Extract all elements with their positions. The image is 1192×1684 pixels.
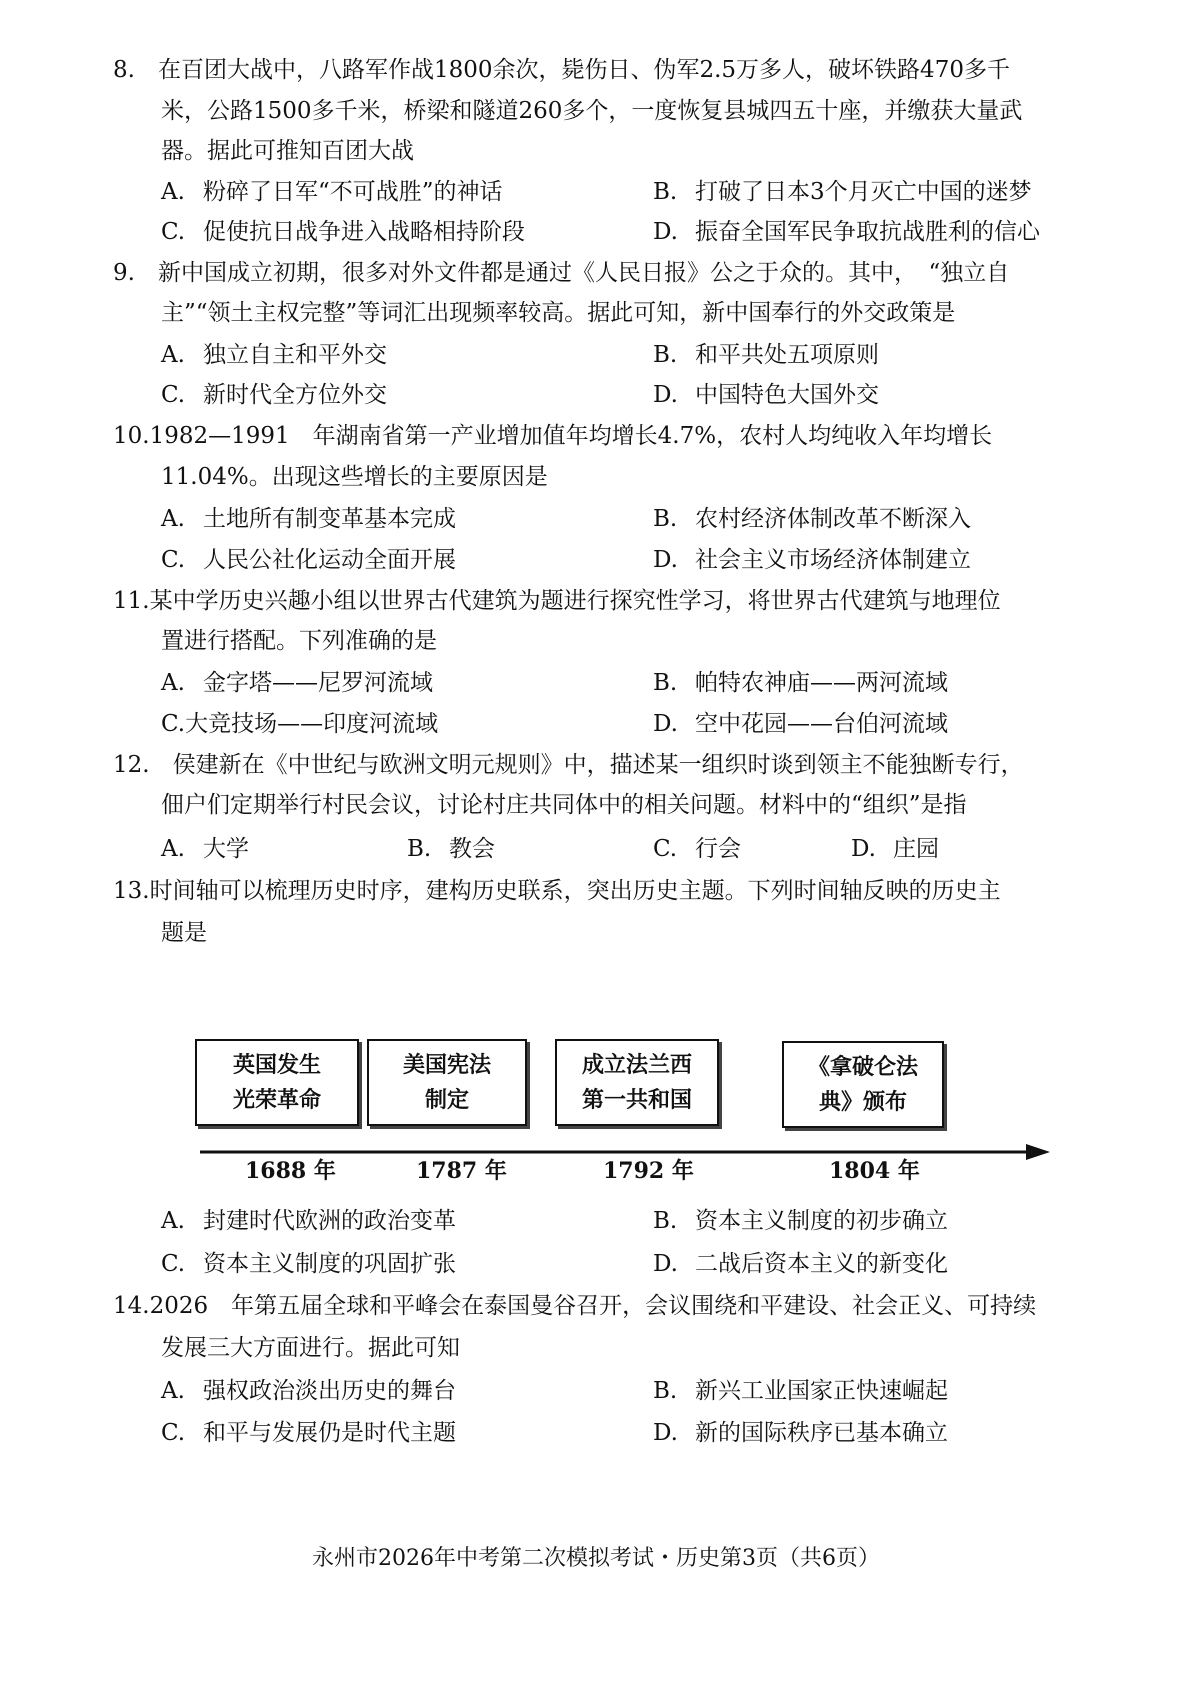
option-text: 社会主义市场经济体制建立: [695, 547, 971, 573]
question-12-line-1: 12. 侯建新在《中世纪与欧洲文明元规则》中，描述某一组织时谈到领主不能独断专行，: [113, 752, 1024, 778]
question-8-option-b: [653, 177, 1032, 207]
option-label: C.: [161, 1251, 186, 1277]
question-13-option-d: [653, 1249, 948, 1279]
option-text: 二战后资本主义的新变化: [695, 1251, 948, 1277]
question-8-option-a: [161, 177, 503, 207]
option-text: 和平与发展仍是时代主题: [203, 1420, 456, 1446]
question-11-line-1: 11.某中学历史兴趣小组以世界古代建筑为题进行探究性学习，将世界古代建筑与地理位: [113, 588, 1001, 614]
option-text: 独立自主和平外交: [203, 342, 387, 368]
timeline-event-line: 成立法兰西: [581, 1052, 692, 1078]
timeline-event-line: 英国发生: [232, 1052, 321, 1078]
option-text: 大学: [203, 836, 249, 862]
question-9-option-d: [653, 380, 879, 410]
option-text: 和平共处五项原则: [695, 342, 879, 368]
timeline-event-box: [367, 1039, 527, 1126]
question-8-option-d: [653, 217, 1040, 247]
question-12-option-d: [851, 834, 939, 864]
question-11-option-c: [161, 709, 438, 739]
option-text: 大竞技场——印度河流域: [185, 711, 439, 737]
option-label: B.: [653, 670, 678, 696]
timeline-event-box: [195, 1039, 359, 1126]
timeline-event-line: 美国宪法: [402, 1052, 491, 1078]
option-label: B.: [653, 506, 678, 532]
timeline-event-line: 典》颁布: [818, 1089, 907, 1115]
question-9-option-b: [653, 340, 879, 370]
option-label: D.: [653, 1420, 678, 1446]
option-text: 资本主义制度的巩固扩张: [203, 1251, 456, 1277]
timeline-event-line: 第一共和国: [581, 1087, 692, 1113]
question-10-option-a: [161, 504, 456, 534]
option-text: 空中花园——台伯河流域: [695, 711, 948, 737]
option-text: 帕特农神庙——两河流域: [695, 670, 948, 696]
timeline-event-line: 制定: [424, 1087, 469, 1113]
option-text: 新的国际秩序已基本确立: [695, 1420, 948, 1446]
option-label: B.: [653, 179, 678, 205]
question-11-option-d: [653, 709, 948, 739]
option-label: C.: [161, 219, 186, 245]
question-9-line-2: 主”“领土主权完整”等词汇出现频率较高。据此可知，新中国奉行的外交政策是: [161, 300, 956, 326]
question-11-line-2: 置进行搭配。下列准确的是: [161, 628, 437, 654]
option-label: C.: [653, 836, 678, 862]
question-11-option-a: [161, 668, 433, 698]
question-14-option-a: [161, 1376, 456, 1406]
question-10-option-c: [161, 545, 456, 575]
option-text: 资本主义制度的初步确立: [695, 1208, 948, 1234]
option-label: A.: [161, 506, 185, 532]
question-13-line-1: 13.时间轴可以梳理历史时序，建构历史联系，突出历史主题。下列时间轴反映的历史主: [113, 878, 1001, 904]
question-10-line-2: 11.04%。出现这些增长的主要原因是: [161, 464, 548, 490]
question-12-line-2: 佃户们定期举行村民会议，讨论村庄共同体中的相关问题。材料中的“组织”是指: [161, 792, 967, 818]
option-label: D.: [653, 382, 678, 408]
option-text: 行会: [695, 836, 741, 862]
option-label: D.: [653, 219, 678, 245]
question-8-line-3: 器。据此可推知百团大战: [161, 138, 414, 164]
option-text: 金字塔——尼罗河流域: [203, 670, 433, 696]
option-label: D.: [851, 836, 876, 862]
option-text: 新时代全方位外交: [203, 382, 387, 408]
option-text: 庄园: [893, 836, 939, 862]
option-label: A.: [161, 836, 185, 862]
question-12-option-c: [653, 834, 741, 864]
timeline-year: 1787 年: [416, 1158, 507, 1184]
timeline-event-line: 《拿破仑法: [807, 1054, 918, 1080]
option-text: 强权政治淡出历史的舞台: [203, 1378, 456, 1404]
option-label: B.: [653, 1378, 678, 1404]
option-text: 中国特色大国外交: [695, 382, 879, 408]
option-label: B.: [653, 342, 678, 368]
option-label: A.: [161, 670, 185, 696]
option-label: A.: [161, 179, 185, 205]
option-label: D.: [653, 547, 678, 573]
option-label: D.: [653, 1251, 678, 1277]
question-14-option-d: [653, 1418, 948, 1448]
timeline-year: 1804 年: [829, 1158, 920, 1184]
question-9-line-1: 9. 新中国成立初期，很多对外文件都是通过《人民日报》公之于众的。其中， “独立自: [113, 260, 1010, 286]
option-label: B.: [653, 1208, 678, 1234]
option-text: 封建时代欧洲的政治变革: [203, 1208, 456, 1234]
page-footer: 永州市2026年中考第二次模拟考试・历史第3页（共6页）: [312, 1546, 880, 1571]
question-14-option-c: [161, 1418, 456, 1448]
timeline-year: 1688 年: [245, 1158, 336, 1184]
option-label: A.: [161, 342, 185, 368]
option-label: C.: [161, 711, 186, 737]
option-text: 土地所有制变革基本完成: [203, 506, 456, 532]
question-8-line-2: 米，公路1500多千米，桥梁和隧道260多个，一度恢复县城四五十座，并缴获大量武: [161, 98, 1023, 124]
question-13-option-a: [161, 1206, 456, 1236]
question-13-option-c: [161, 1249, 456, 1279]
option-text: 促使抗日战争进入战略相持阶段: [203, 219, 525, 245]
question-9-option-c: [161, 380, 387, 410]
option-text: 振奋全国军民争取抗战胜利的信心: [695, 219, 1040, 245]
question-13-option-b: [653, 1206, 948, 1236]
question-8-line-1: 8. 在百团大战中，八路军作战1800余次，毙伤日、伪军2.5万多人，破坏铁路470多千: [113, 57, 1010, 83]
question-13-line-2: 题是: [161, 920, 207, 946]
question-14-option-b: [653, 1376, 948, 1406]
option-text: 人民公社化运动全面开展: [203, 547, 456, 573]
option-label: C.: [161, 1420, 186, 1446]
question-12-option-a: [161, 834, 249, 864]
timeline-event-box: [782, 1041, 944, 1128]
question-12-option-b: [407, 834, 495, 864]
option-label: D.: [653, 711, 678, 737]
question-10-option-d: [653, 545, 971, 575]
option-text: 教会: [449, 836, 495, 862]
timeline-event-line: 光荣革命: [232, 1087, 321, 1113]
question-10-option-b: [653, 504, 971, 534]
timeline-event-box: [555, 1039, 719, 1126]
option-text: 打破了日本3个月灭亡中国的迷梦: [695, 179, 1032, 205]
question-11-option-b: [653, 668, 948, 698]
option-text: 粉碎了日军“不可战胜”的神话: [203, 179, 503, 205]
option-label: C.: [161, 382, 186, 408]
timeline-year: 1792 年: [603, 1158, 694, 1184]
question-14-line-2: 发展三大方面进行。据此可知: [161, 1335, 460, 1361]
option-text: 新兴工业国家正快速崛起: [695, 1378, 948, 1404]
question-10-line-1: 10.1982—1991 年湖南省第一产业增加值年均增长4.7%，农村人均纯收入年均增长: [113, 423, 993, 449]
question-8-option-c: [161, 217, 525, 247]
question-14-line-1: 14.2026 年第五届全球和平峰会在泰国曼谷召开，会议围绕和平建设、社会正义、可持续: [113, 1293, 1037, 1319]
option-label: B.: [407, 836, 432, 862]
question-9-option-a: [161, 340, 387, 370]
option-text: 农村经济体制改革不断深入: [695, 506, 971, 532]
option-label: A.: [161, 1378, 185, 1404]
option-label: C.: [161, 547, 186, 573]
option-label: A.: [161, 1208, 185, 1234]
